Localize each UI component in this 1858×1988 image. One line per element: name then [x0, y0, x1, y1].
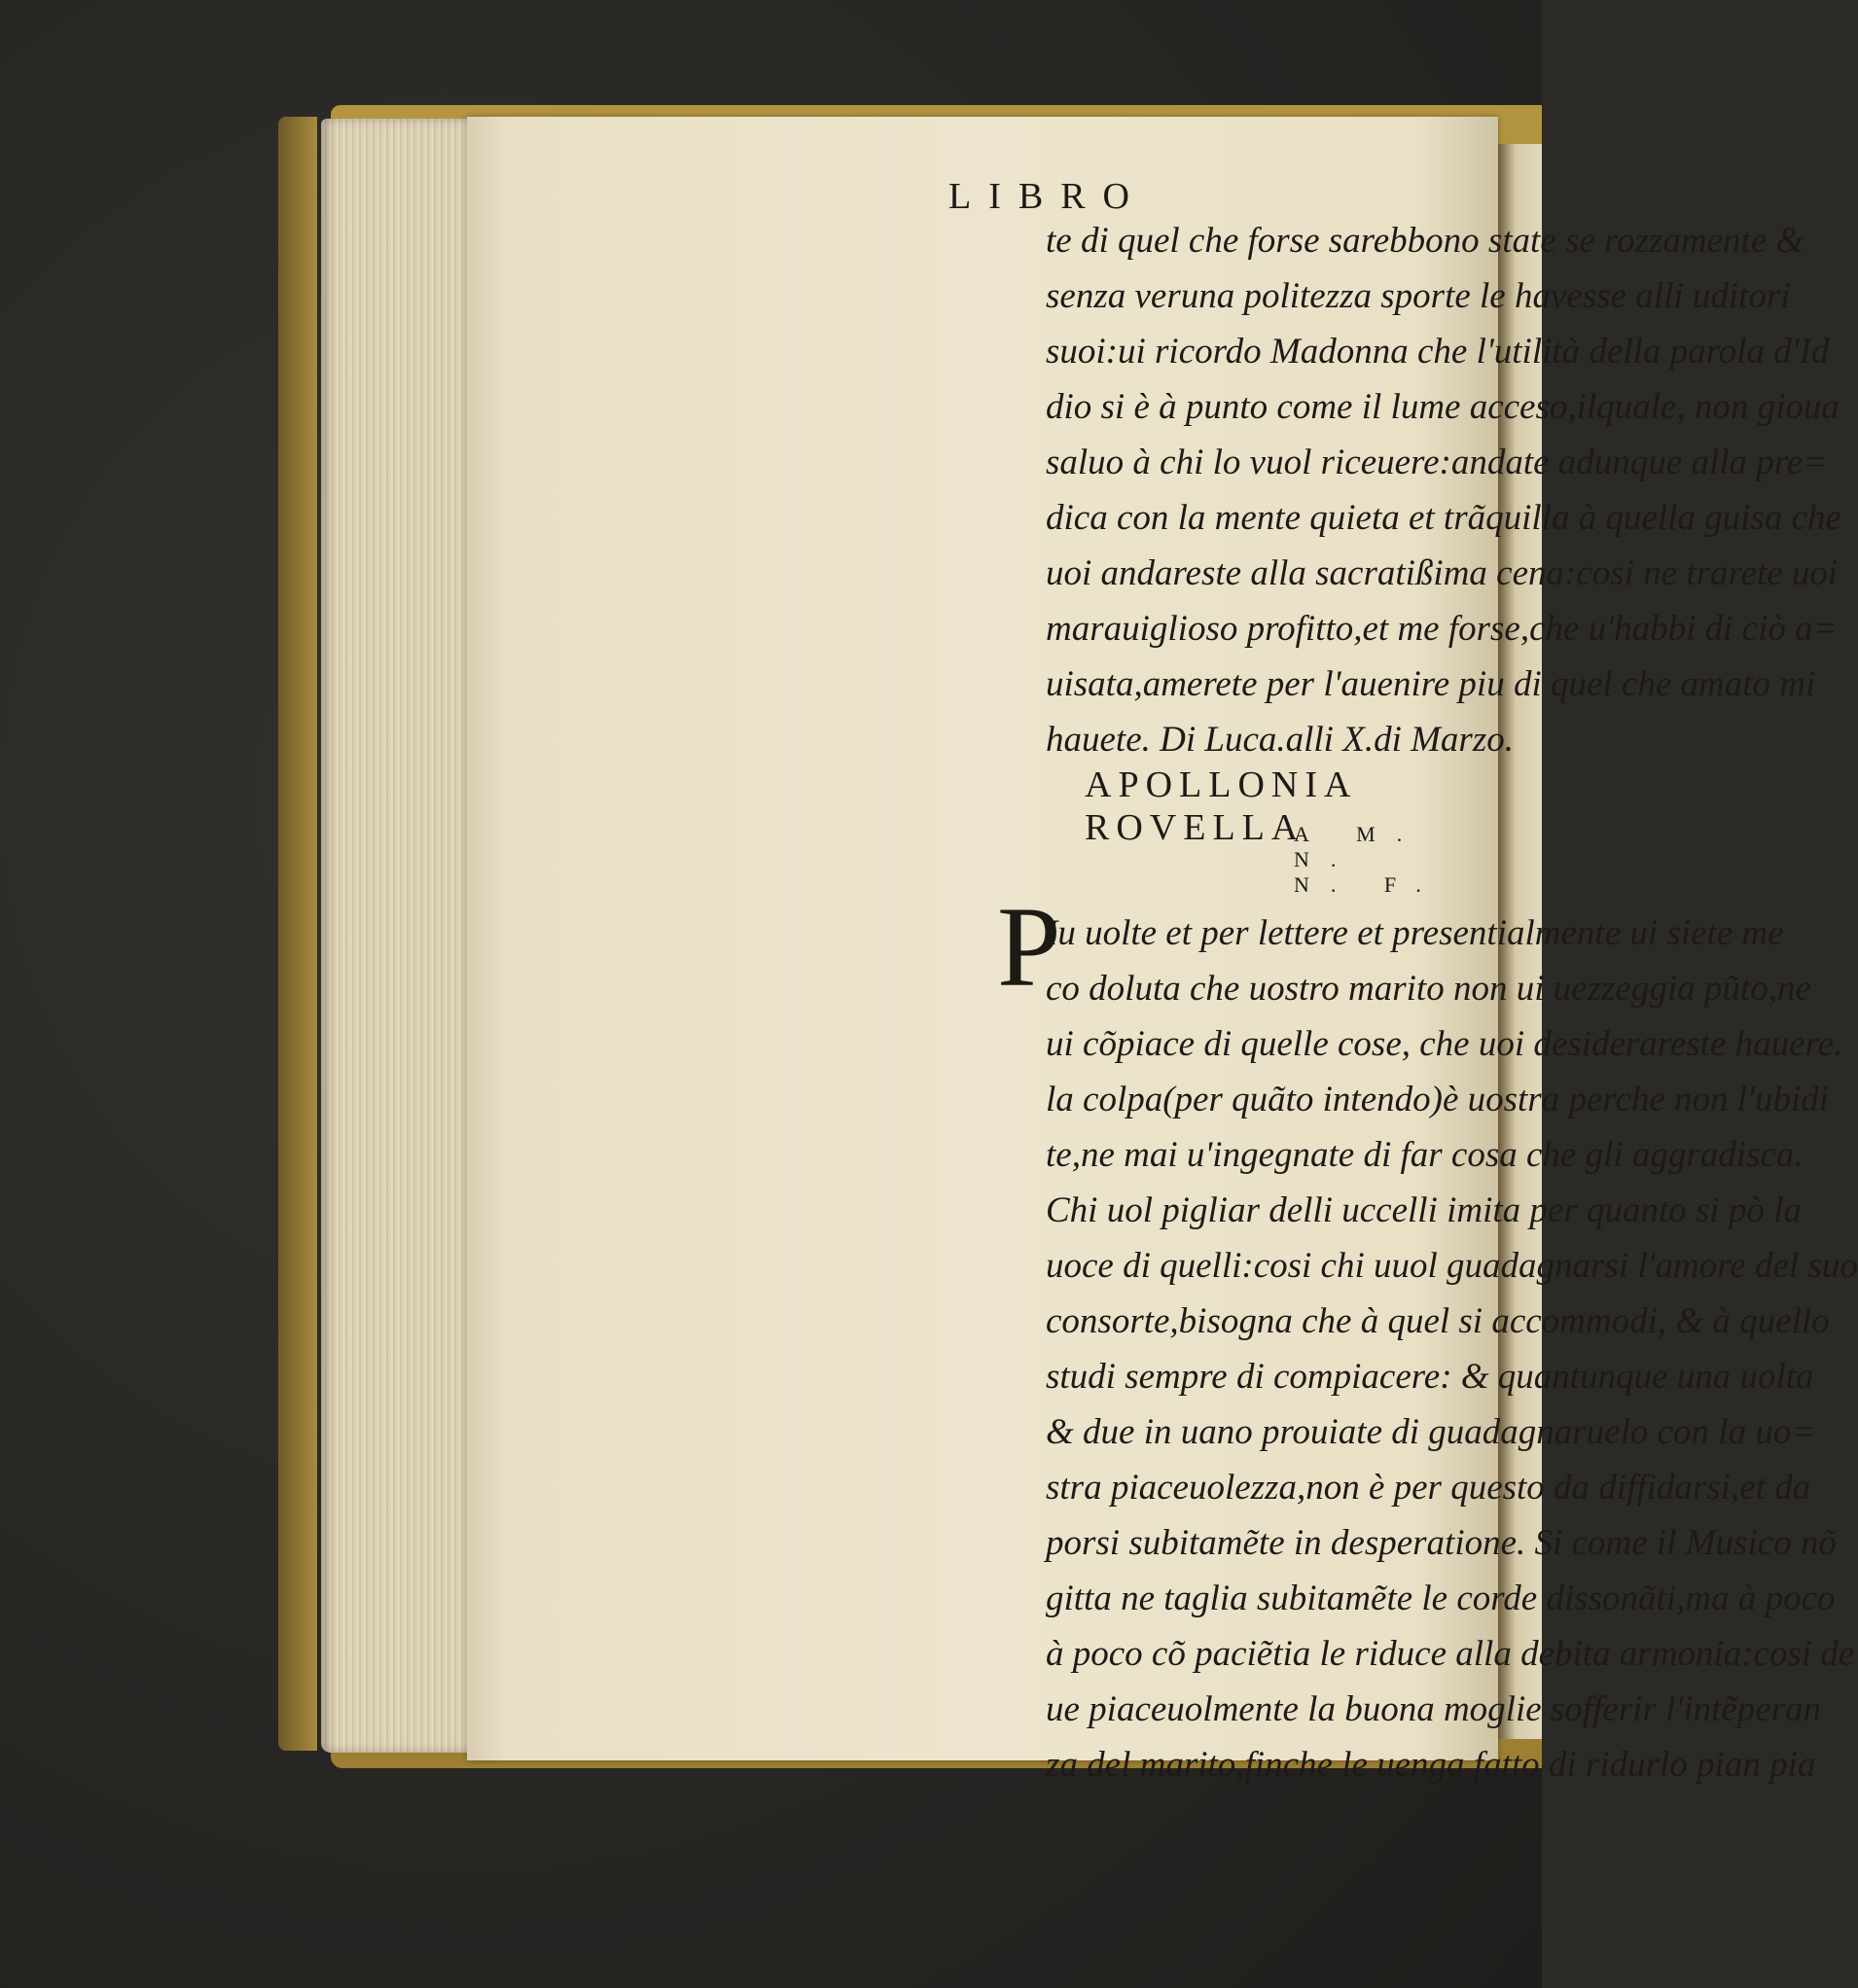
text-line: saluo à chi lo vuol riceuere:andate adunque alla pre=	[1046, 443, 1828, 482]
letter-subheading: A M. N. N. F.	[1294, 822, 1443, 897]
text-line: ue piaceuolmente la buona moglie sofferir l'intẽperan	[1046, 1689, 1822, 1729]
text-line: à poco cõ paciẽtia le riduce alla debita armonia:cosi de	[1046, 1634, 1855, 1674]
text-line: consorte,bisogna che à quel si accommodi, & à quello	[1046, 1301, 1830, 1341]
text-line: stra piaceuolezza,non è per questo da diffidarsi,et da	[1046, 1468, 1811, 1508]
text-line: za del marito,finche le uenga fatto di ridurlo pian pia	[1046, 1745, 1816, 1785]
text-line: la colpa(per quãto intendo)è uostra perche non l'ubidi	[1046, 1080, 1830, 1119]
text-line: dica con la mente quieta et trãquilla à quella guisa che	[1046, 498, 1841, 538]
text-line: co doluta che uostro marito non ui uezzeggia pũto,ne	[1046, 969, 1811, 1009]
text-line: uisata,amerete per l'auenire piu di quel che amato mi	[1046, 664, 1816, 704]
text-line: te,ne mai u'ingegnate di far cosa che gli aggradisca.	[1046, 1135, 1804, 1175]
text-line: te di quel che forse sarebbono state se rozzamente &	[1046, 221, 1804, 261]
text-line: Chi uol pigliar delli uccelli imita per quanto si pò la	[1046, 1190, 1802, 1230]
drop-cap: P	[997, 883, 1061, 1011]
text-line: hauete. Di Luca.alli X.di Marzo.	[1046, 720, 1514, 760]
letter-heading: APOLLONIA ROVELLA	[1085, 764, 1356, 848]
text-line: & due in uano prouiate di guadagnaruelo con la uo=	[1046, 1412, 1816, 1452]
text-line: studi sempre di compiacere: & quantunque una uolta	[1046, 1357, 1814, 1397]
text-line: porsi subitamẽte in desperatione. Si come il Musico nõ	[1046, 1523, 1837, 1563]
text-line: marauiglioso profitto,et me forse,che u'habbi di ciò a=	[1046, 609, 1838, 649]
text-line: gitta ne taglia subitamẽte le corde dissonãti,ma à poco	[1046, 1579, 1836, 1618]
text-line: senza veruna politezza sporte le havesse alli uditori	[1046, 276, 1791, 316]
text-line: dio si è à punto come il lume acceso,ilquale, non gioua	[1046, 387, 1840, 427]
running-head: LIBRO	[948, 176, 1147, 217]
text-line: suoi:ui ricordo Madonna che l'utilità della parola d'Id	[1046, 332, 1830, 372]
text-line: uoce di quelli:cosi chi uuol guadagnarsi l'amore del suo	[1046, 1246, 1858, 1286]
text-line: uoi andareste alla sacratißima cena:cosi ne trarete uoi	[1046, 553, 1839, 593]
text-line: Iu uolte et per lettere et presentialmente ui siete me	[1046, 913, 1784, 953]
page-edges	[321, 119, 486, 1753]
text-line: ui cõpiace di quelle cose, che uoi desiderareste hauere.	[1046, 1024, 1843, 1064]
